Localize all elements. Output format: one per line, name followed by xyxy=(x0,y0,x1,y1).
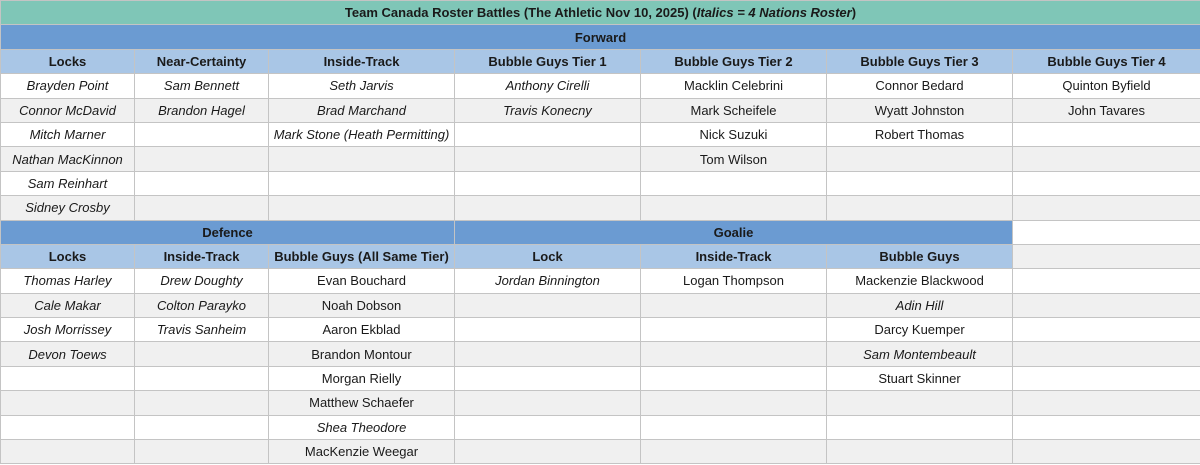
player-cell[interactable]: Wyatt Johnston xyxy=(827,98,1013,122)
player-cell[interactable] xyxy=(135,366,269,390)
table-row xyxy=(1,366,1200,390)
player-cell[interactable] xyxy=(135,171,269,195)
table-row xyxy=(1,391,1200,415)
player-cell[interactable]: Shea Theodore xyxy=(269,415,455,439)
goalie-section-header[interactable]: Goalie xyxy=(455,220,1013,244)
player-cell[interactable]: Brandon Hagel xyxy=(135,98,269,122)
column-header-goalie[interactable]: Bubble Guys xyxy=(827,244,1013,268)
column-header-forward[interactable]: Bubble Guys Tier 1 xyxy=(455,49,641,73)
italics-legend: Italics = 4 Nations Roster xyxy=(696,5,852,21)
player-cell[interactable]: Nathan MacKinnon xyxy=(1,147,135,171)
table-row xyxy=(1,293,1200,317)
player-cell[interactable]: Brandon Montour xyxy=(269,342,455,366)
player-cell[interactable] xyxy=(455,122,641,146)
player-cell[interactable]: John Tavares xyxy=(1013,98,1200,122)
table-row xyxy=(1,98,1200,122)
column-header-forward[interactable]: Bubble Guys Tier 3 xyxy=(827,49,1013,73)
player-cell[interactable] xyxy=(827,415,1013,439)
player-cell[interactable]: Connor Bedard xyxy=(827,74,1013,98)
player-cell[interactable] xyxy=(135,147,269,171)
player-cell[interactable] xyxy=(269,196,455,220)
player-cell[interactable] xyxy=(641,342,827,366)
player-cell[interactable]: Sam Reinhart xyxy=(1,171,135,195)
player-cell[interactable]: Cale Makar xyxy=(1,293,135,317)
player-cell[interactable]: Evan Bouchard xyxy=(269,269,455,293)
column-header-goalie[interactable]: Inside-Track xyxy=(641,244,827,268)
player-cell[interactable] xyxy=(1013,342,1200,366)
player-cell[interactable] xyxy=(1,415,135,439)
player-cell[interactable] xyxy=(1013,269,1200,293)
player-cell[interactable] xyxy=(269,171,455,195)
player-cell[interactable]: MacKenzie Weegar xyxy=(269,440,455,464)
table-row xyxy=(1,122,1200,146)
table-row xyxy=(1,415,1200,439)
player-cell[interactable]: Seth Jarvis xyxy=(269,74,455,98)
defence-section-header[interactable]: Defence xyxy=(1,220,455,244)
table-row xyxy=(1,318,1200,342)
table-row xyxy=(1,147,1200,171)
player-cell[interactable] xyxy=(641,415,827,439)
column-header-defence[interactable]: Bubble Guys (All Same Tier) xyxy=(269,244,455,268)
player-cell[interactable] xyxy=(827,147,1013,171)
player-cell[interactable]: Sam Montembeault xyxy=(827,342,1013,366)
player-cell[interactable]: Robert Thomas xyxy=(827,122,1013,146)
player-cell[interactable] xyxy=(135,415,269,439)
column-header-defence[interactable]: Locks xyxy=(1,244,135,268)
player-cell[interactable]: Adin Hill xyxy=(827,293,1013,317)
player-cell[interactable] xyxy=(135,122,269,146)
player-cell[interactable] xyxy=(1,366,135,390)
column-header-forward[interactable]: Bubble Guys Tier 4 xyxy=(1013,49,1200,73)
player-cell[interactable]: Aaron Ekblad xyxy=(269,318,455,342)
column-header-goalie[interactable]: Lock xyxy=(455,244,641,268)
player-cell[interactable] xyxy=(827,391,1013,415)
player-cell[interactable] xyxy=(1013,147,1200,171)
player-cell[interactable] xyxy=(1013,196,1200,220)
player-cell[interactable]: Sidney Crosby xyxy=(1,196,135,220)
table-row xyxy=(1,74,1200,98)
player-cell[interactable]: Matthew Schaefer xyxy=(269,391,455,415)
player-cell[interactable]: Sam Bennett xyxy=(135,74,269,98)
column-header-defence[interactable]: Inside-Track xyxy=(135,244,269,268)
column-header-forward[interactable]: Locks xyxy=(1,49,135,73)
player-cell[interactable] xyxy=(455,293,641,317)
player-cell[interactable] xyxy=(1013,293,1200,317)
player-cell[interactable]: Mackenzie Blackwood xyxy=(827,269,1013,293)
player-cell[interactable] xyxy=(1013,122,1200,146)
player-cell[interactable] xyxy=(1013,415,1200,439)
player-cell[interactable]: Quinton Byfield xyxy=(1013,74,1200,98)
player-cell[interactable] xyxy=(1013,171,1200,195)
player-cell[interactable] xyxy=(641,366,827,390)
player-cell[interactable]: Tom Wilson xyxy=(641,147,827,171)
player-cell[interactable]: Stuart Skinner xyxy=(827,366,1013,390)
player-cell[interactable] xyxy=(455,440,641,464)
player-cell[interactable] xyxy=(827,440,1013,464)
player-cell[interactable] xyxy=(1013,440,1200,464)
player-cell[interactable] xyxy=(455,415,641,439)
player-cell[interactable]: Mark Scheifele xyxy=(641,98,827,122)
player-cell[interactable]: Macklin Celebrini xyxy=(641,74,827,98)
player-cell[interactable] xyxy=(1,440,135,464)
column-header-forward[interactable]: Near-Certainty xyxy=(135,49,269,73)
player-cell[interactable]: Josh Morrissey xyxy=(1,318,135,342)
player-cell[interactable]: Travis Konecny xyxy=(455,98,641,122)
player-cell[interactable] xyxy=(827,196,1013,220)
player-cell[interactable]: Drew Doughty xyxy=(135,269,269,293)
player-cell[interactable] xyxy=(1013,318,1200,342)
forward-section-header[interactable]: Forward xyxy=(1,25,1200,49)
player-cell[interactable] xyxy=(641,391,827,415)
player-cell[interactable] xyxy=(135,440,269,464)
empty-cell[interactable] xyxy=(1013,220,1200,244)
sheet-title[interactable]: Team Canada Roster Battles (The Athletic Nov 10, 2025) (Italics = 4 Nations Roster) xyxy=(1,1,1200,25)
player-cell[interactable] xyxy=(641,318,827,342)
player-cell[interactable]: Nick Suzuki xyxy=(641,122,827,146)
player-cell[interactable]: Jordan Binnington xyxy=(455,269,641,293)
player-cell[interactable]: Brad Marchand xyxy=(269,98,455,122)
player-cell[interactable]: Darcy Kuemper xyxy=(827,318,1013,342)
player-cell[interactable]: Devon Toews xyxy=(1,342,135,366)
column-header-forward[interactable]: Inside-Track xyxy=(269,49,455,73)
player-cell[interactable] xyxy=(455,391,641,415)
table-row xyxy=(1,342,1200,366)
player-cell[interactable] xyxy=(455,342,641,366)
player-cell[interactable]: Thomas Harley xyxy=(1,269,135,293)
table-row xyxy=(1,440,1200,464)
player-cell[interactable] xyxy=(455,196,641,220)
player-cell[interactable] xyxy=(135,196,269,220)
player-cell[interactable]: Mitch Marner xyxy=(1,122,135,146)
player-cell[interactable]: Morgan Rielly xyxy=(269,366,455,390)
player-cell[interactable] xyxy=(455,147,641,171)
player-cell[interactable] xyxy=(1013,391,1200,415)
player-cell[interactable] xyxy=(135,391,269,415)
player-cell[interactable] xyxy=(269,147,455,171)
player-cell[interactable]: Anthony Cirelli xyxy=(455,74,641,98)
player-cell[interactable]: Travis Sanheim xyxy=(135,318,269,342)
table-row xyxy=(1,196,1200,220)
player-cell[interactable]: Brayden Point xyxy=(1,74,135,98)
player-cell[interactable] xyxy=(641,293,827,317)
player-cell[interactable]: Colton Parayko xyxy=(135,293,269,317)
player-cell[interactable]: Connor McDavid xyxy=(1,98,135,122)
player-cell[interactable] xyxy=(455,318,641,342)
player-cell[interactable]: Logan Thompson xyxy=(641,269,827,293)
player-cell[interactable] xyxy=(641,440,827,464)
player-cell[interactable] xyxy=(1,391,135,415)
table-row xyxy=(1,171,1200,195)
player-cell[interactable] xyxy=(455,171,641,195)
player-cell[interactable]: Mark Stone (Heath Permitting) xyxy=(269,122,455,146)
table-row xyxy=(1,269,1200,293)
player-cell[interactable] xyxy=(827,171,1013,195)
column-header-forward[interactable]: Bubble Guys Tier 2 xyxy=(641,49,827,73)
player-cell[interactable] xyxy=(455,366,641,390)
player-cell[interactable] xyxy=(641,196,827,220)
empty-cell[interactable] xyxy=(1013,244,1200,268)
player-cell[interactable]: Noah Dobson xyxy=(269,293,455,317)
player-cell[interactable] xyxy=(1013,366,1200,390)
player-cell[interactable] xyxy=(135,342,269,366)
player-cell[interactable] xyxy=(641,171,827,195)
